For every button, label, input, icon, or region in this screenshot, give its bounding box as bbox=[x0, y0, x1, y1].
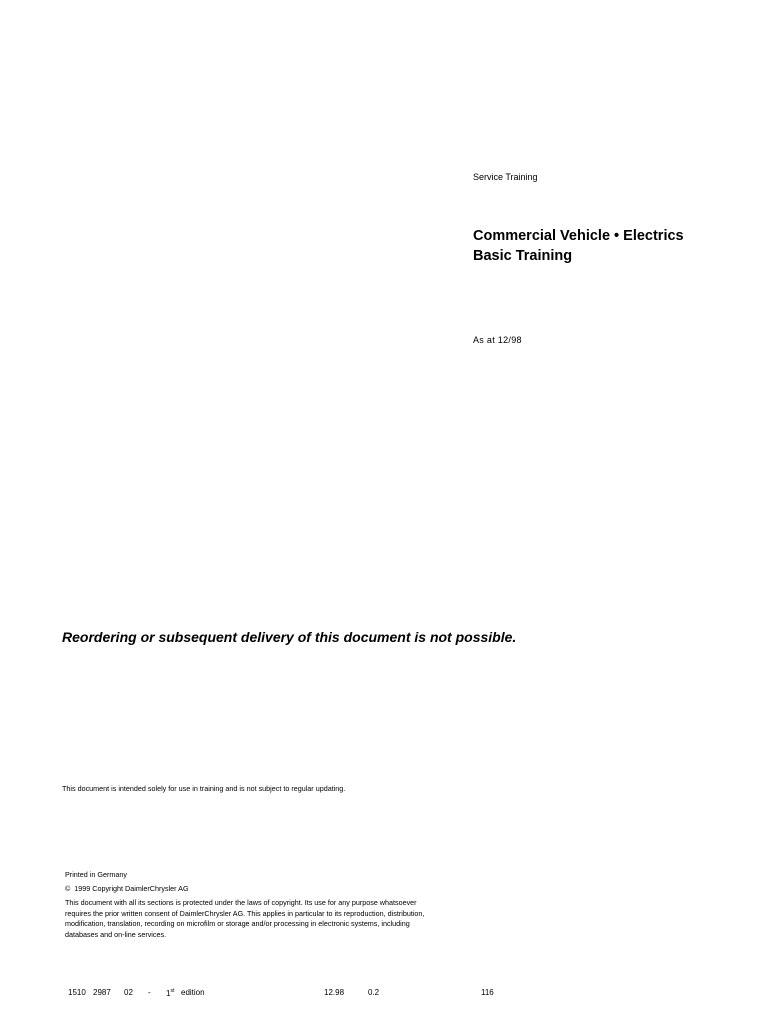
footer-edition-word: edition bbox=[181, 988, 205, 997]
edition-number: 1 bbox=[166, 989, 171, 998]
footer-date: 12.98 bbox=[324, 988, 345, 997]
reorder-notice: Reordering or subsequent delivery of this document is not possible. bbox=[62, 629, 517, 645]
edition-suffix: st bbox=[170, 988, 175, 994]
copyright-protection-text bbox=[65, 898, 495, 940]
footer-code-2: 2987 bbox=[93, 988, 111, 997]
printed-in-label: Printed in Germany bbox=[65, 870, 127, 879]
copyright-symbol: © bbox=[65, 884, 71, 893]
footer-code-1: 1510 bbox=[68, 988, 86, 997]
copyright-line bbox=[65, 884, 189, 893]
protection-line: databases and on-line services. bbox=[65, 929, 167, 939]
copyright-text: 1999 Copyright DaimlerChrysler AG bbox=[74, 884, 189, 893]
protection-line: requires the prior written consent of DaimlerChrysler AG. This applies in particular to its reproduction, distribution, bbox=[65, 908, 425, 918]
protection-line: modification, translation, recording on microfilm or storage and/or processing in electronic systems, including bbox=[65, 919, 410, 928]
document-title-line-1: Commercial Vehicle • Electrics bbox=[473, 228, 684, 244]
series-label: Service Training bbox=[473, 172, 538, 182]
footer-edition-number bbox=[166, 988, 174, 998]
footer-version: 0.2 bbox=[368, 988, 380, 997]
protection-line: This document with all its sections is protected under the laws of copyright. Its use for any purpose whatsoever bbox=[65, 898, 417, 907]
status-date: As at 12/98 bbox=[473, 335, 522, 345]
training-use-note: This document is intended solely for use in training and is not subject to regular updating. bbox=[62, 784, 346, 793]
document-title-line-2: Basic Training bbox=[473, 248, 573, 264]
footer-dash: - bbox=[148, 988, 151, 997]
footer-page-count: 116 bbox=[481, 988, 494, 997]
footer-code-3: 02 bbox=[124, 988, 133, 997]
